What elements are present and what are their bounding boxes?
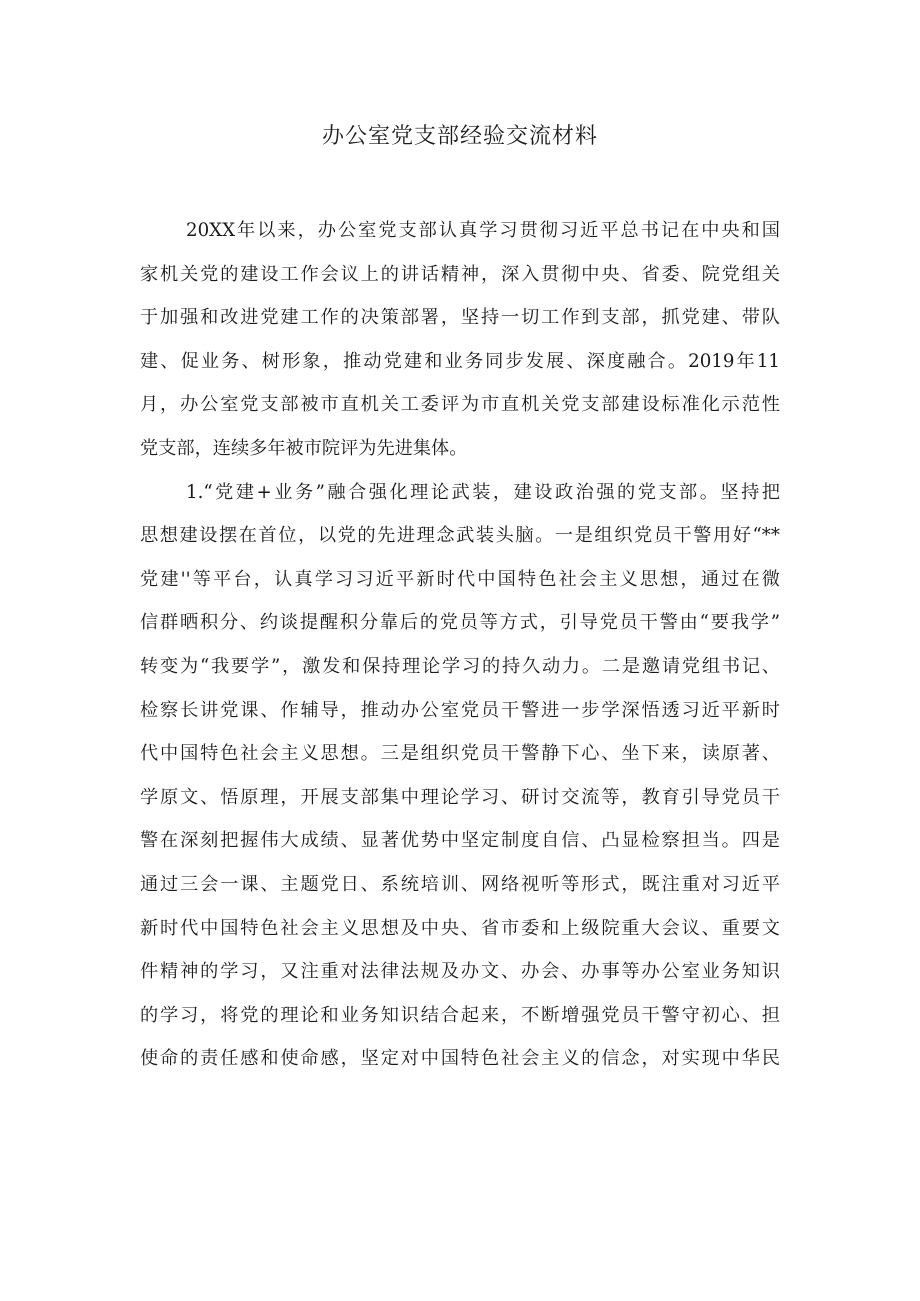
paragraph-line: 思想建设摆在首位，以党的先进理念武装头脑。一是组织党员干警用好“**	[140, 525, 780, 547]
paragraph-line: 1.“党建+业务”融合强化理论武装，建设政治强的党支部。坚持把	[186, 481, 780, 503]
paragraph-line: 的学习，将党的理论和业务知识结合起来，不断增强党员干警守初心、担	[140, 1004, 780, 1026]
paragraph-line: 建、促业务、树形象，推动党建和业务同步发展、深度融合。2019年11	[140, 350, 780, 372]
paragraph-line: 代中国特色社会主义思想。三是组织党员干警静下心、坐下来，读原著、	[140, 743, 780, 765]
document-title: 办公室党支部经验交流材料	[321, 124, 598, 149]
paragraph-line: 信群晒积分、约谈提醒积分靠后的党员等方式，引导党员干警由“要我学”	[140, 612, 780, 634]
paragraph-line: 使命的责任感和使命感，坚定对中国特色社会主义的信念，对实现中华民	[140, 1048, 780, 1070]
paragraph-line: 警在深刻把握伟大成绩、显著优势中坚定制度自信、凸显检察担当。四是	[140, 830, 780, 852]
paragraph-line: 党支部，连续多年被市院评为先进集体。	[140, 437, 468, 459]
paragraph-line: 学原文、悟原理，开展支部集中理论学习、研讨交流等，教育引导党员干	[140, 786, 780, 808]
paragraph-line: 20XX年以来，办公室党支部认真学习贯彻习近平总书记在中央和国	[186, 220, 780, 241]
paragraph-line: 通过三会一课、主题党日、系统培训、网络视听等形式，既注重对习近平	[140, 873, 780, 895]
paragraph-line: 转变为“我要学”，激发和保持理论学习的持久动力。二是邀请党组书记、	[140, 655, 780, 677]
paragraph-line: 检察长讲党课、作辅导，推动办公室党员干警进一步学深悟透习近平新时	[140, 699, 780, 721]
paragraph-line: 新时代中国特色社会主义思想及中央、省市委和上级院重大会议、重要文	[140, 917, 780, 939]
paragraph-line: 党建''等平台，认真学习习近平新时代中国特色社会主义思想，通过在微	[140, 568, 780, 590]
paragraph-line: 家机关党的建设工作会议上的讲话精神，深入贯彻中央、省委、院党组关	[140, 263, 780, 285]
paragraph-line: 月，办公室党支部被市直机关工委评为市直机关党支部建设标准化示范性	[140, 394, 780, 416]
document-body	[140, 209, 780, 1081]
paragraph-line: 件精神的学习，又注重对法律法规及办文、办会、办事等办公室业务知识	[140, 961, 780, 983]
paragraph-line: 于加强和改进党建工作的决策部署，坚持一切工作到支部，抓党建、带队	[140, 307, 780, 329]
